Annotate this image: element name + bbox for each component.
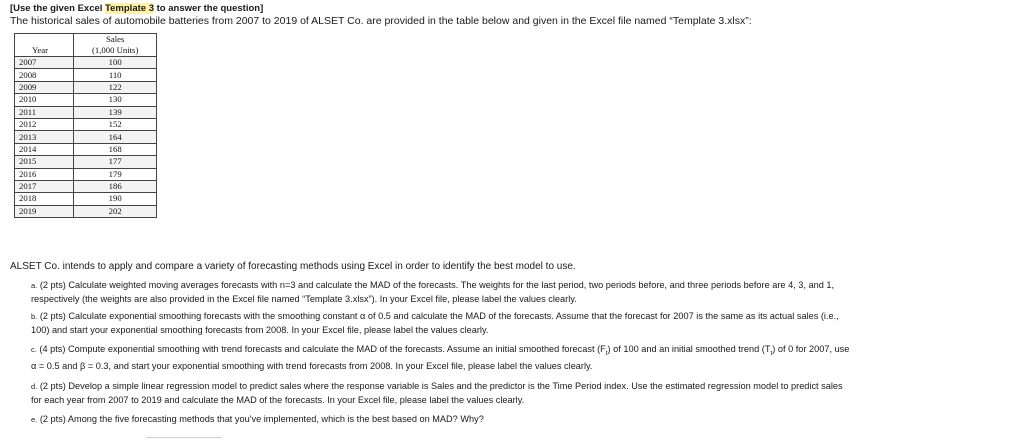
question-letter: d. — [31, 382, 38, 391]
table-row — [15, 156, 157, 168]
table-row — [15, 57, 157, 69]
table-row — [15, 180, 157, 192]
question-text: (2 pts) Calculate exponential smoothing forecasts with the smoothing constant α of 0.5 and calculate the MAD of the forecasts. Assume that the forecast for 2007 is the same as its actual sales (i.e., 100) and start your exponential smoothing forecasts from 2008. In your Excel file, please label the values clearly. — [31, 311, 839, 335]
table-row — [15, 131, 157, 143]
year-cell: 2015 — [15, 156, 74, 168]
year-cell: 2018 — [15, 193, 74, 205]
year-cell: 2019 — [15, 205, 74, 217]
sales-cell: 202 — [74, 205, 157, 217]
instruction-suffix: to answer the question] — [153, 3, 264, 14]
instruction-note — [10, 3, 263, 14]
intro-text: The historical sales of automobile batteries from 2007 to 2019 of ALSET Co. are provided in the table below and given in the Excel file named “Template 3.xlsx”: — [10, 15, 752, 27]
year-cell: 2014 — [15, 143, 74, 155]
table-row — [15, 106, 157, 118]
question-letter: b. — [31, 312, 38, 321]
table-header-row — [15, 34, 157, 57]
year-cell: 2016 — [15, 168, 74, 180]
sales-cell: 179 — [74, 168, 157, 180]
table-body — [15, 57, 157, 218]
question-letter: e. — [31, 415, 38, 424]
table-row — [15, 193, 157, 205]
question-text-part-1: (4 pts) Compute exponential smoothing with trend forecasts and calculate the MAD of the forecasts. Assume an initial smoothed forecast (F — [39, 344, 606, 354]
table-row — [15, 118, 157, 130]
sales-cell: 100 — [74, 57, 157, 69]
year-cell: 2012 — [15, 118, 74, 130]
sales-cell: 130 — [74, 94, 157, 106]
table-row — [15, 69, 157, 81]
table-row — [15, 205, 157, 217]
question-text-part-2: ) of 100 and an initial smoothed trend (T — [607, 344, 771, 354]
sales-cell: 190 — [74, 193, 157, 205]
sales-cell: 152 — [74, 118, 157, 130]
sales-cell: 122 — [74, 81, 157, 93]
sales-header-units: (1,000 Units) — [92, 45, 139, 55]
question-e — [31, 413, 851, 427]
sales-header — [74, 34, 157, 57]
instruction-prefix: [Use the given Excel — [10, 3, 106, 14]
question-text-part-3: ) of 0 for 2007, use α = 0.5 and β = 0.3, and start your exponential smoothing with trend forecasts from 2008. In your Excel file, please label the values clearly. — [31, 344, 850, 372]
year-header: Year — [15, 34, 74, 57]
sales-header-title: Sales — [106, 34, 125, 44]
year-cell: 2017 — [15, 180, 74, 192]
question-text: (2 pts) Among the five forecasting methods that you've implemented, which is the best based on MAD? Why? — [39, 414, 484, 424]
year-cell: 2007 — [15, 57, 74, 69]
question-text: (2 pts) Calculate weighted moving averages forecasts with n=3 and calculate the MAD of the forecasts. The weights for the last period, two periods before, and three periods before are 4, 3, and 1, respectively (the weights are also provided in the Excel file named “Template 3.xlsx”). In your Excel file, please label the values clearly. — [31, 280, 835, 304]
table-row — [15, 168, 157, 180]
sales-cell: 139 — [74, 106, 157, 118]
subscript-t: t — [605, 349, 608, 357]
table-row — [15, 94, 157, 106]
subscript-t: t — [770, 349, 773, 357]
question-text: (2 pts) Develop a simple linear regression model to predict sales where the response variable is Sales and the predictor is the Time Period index. Use the estimated regression model to predict sales for each year from 2007 to 2019 and calculate the MAD of the forecasts. In your Excel file, please label the values clearly. — [31, 381, 843, 405]
sales-cell: 186 — [74, 180, 157, 192]
question-b — [31, 310, 851, 336]
question-d — [31, 380, 851, 406]
year-cell: 2011 — [15, 106, 74, 118]
table-row — [15, 143, 157, 155]
sales-table — [14, 33, 157, 218]
template-highlight: Template 3 — [105, 3, 154, 14]
lead-text: ALSET Co. intends to apply and compare a variety of forecasting methods using Excel in order to identify the best model to use. — [10, 261, 576, 272]
question-letter: c. — [31, 345, 37, 354]
question-letter: a. — [31, 281, 38, 290]
sales-cell: 110 — [74, 69, 157, 81]
question-a — [31, 279, 851, 305]
table-row — [15, 81, 157, 93]
answer-underline — [146, 437, 222, 438]
year-cell: 2010 — [15, 94, 74, 106]
sales-cell: 177 — [74, 156, 157, 168]
sales-cell: 164 — [74, 131, 157, 143]
year-cell: 2009 — [15, 81, 74, 93]
year-cell: 2008 — [15, 69, 74, 81]
year-cell: 2013 — [15, 131, 74, 143]
sales-cell: 168 — [74, 143, 157, 155]
question-c — [31, 343, 851, 373]
